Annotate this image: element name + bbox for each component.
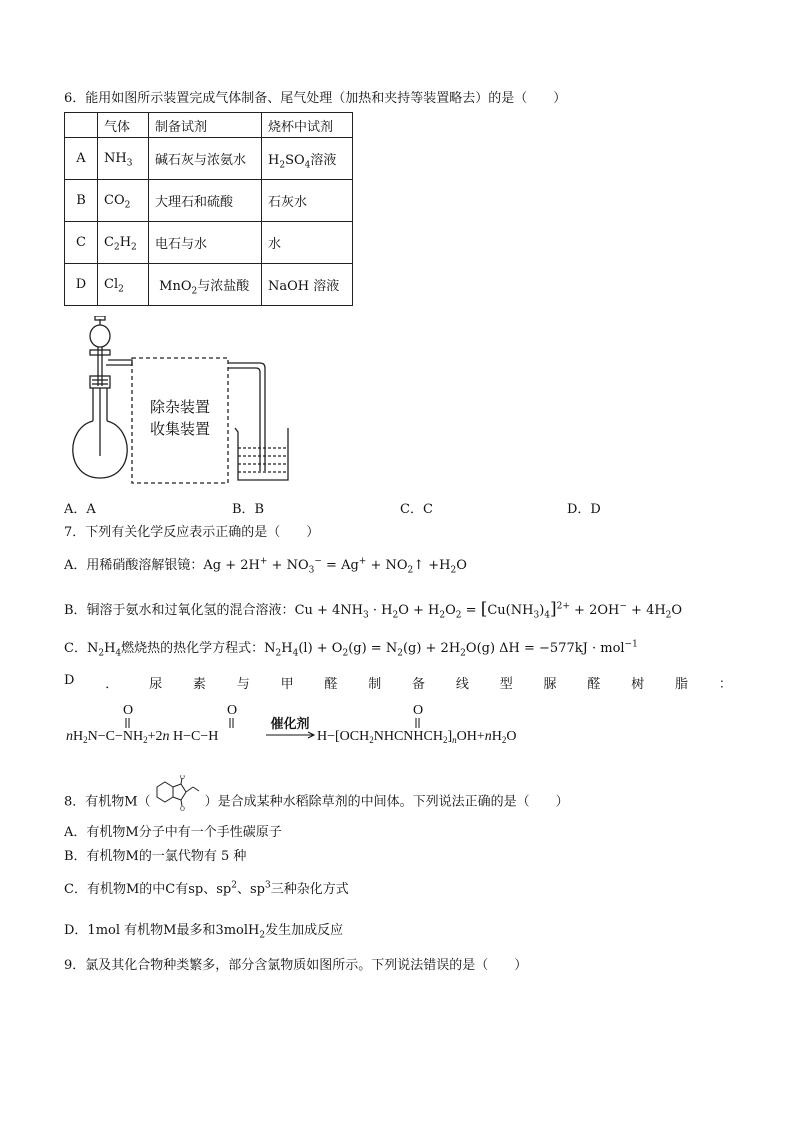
beaker-cell: $H_2SO_4$溶液 xyxy=(262,138,353,180)
catalyst-label: 催化剂 xyxy=(270,717,310,732)
reagent-cell: 大理石和硫酸 xyxy=(149,180,262,222)
option-d-char: 素 xyxy=(192,677,206,692)
reagent-cell: 电石与水 xyxy=(149,222,262,264)
q8-stem-post: ）是合成某种水稻除草剂的中间体。下列说法正确的是（ ） xyxy=(204,794,569,810)
svg-text:O: O xyxy=(179,775,185,781)
choice-b[interactable]: B．B xyxy=(232,502,265,517)
option-d-char: 备 xyxy=(412,677,426,692)
option-prefix: B．铜溶于氨水和过氧化氢的混合溶液： xyxy=(64,603,295,618)
urea-formaldehyde-equation xyxy=(64,702,584,746)
header-cell: 烧杯中试剂 xyxy=(262,113,353,138)
option-d-char: 型 xyxy=(499,677,513,692)
equation-c: $N_2H_4(l) + O_2(g) = N_2(g) + 2H_2O(g) \Delta H = -577kJ \cdot mol^{-1}$ xyxy=(264,639,638,659)
q6-stem: 6．能用如图所示装置完成气体制备、尾气处理（加热和夹持等装置略去）的是（ ） xyxy=(64,91,567,106)
q8-stem xyxy=(64,775,569,812)
formula-n2h4: $N_2H_4$ xyxy=(86,641,122,659)
option-text: 燃烧热的热化学方程式： xyxy=(121,641,265,656)
svg-text:O: O xyxy=(123,703,134,718)
option-prefix: A．用稀硝酸溶解银镜： xyxy=(64,558,204,573)
option-d-char: 醛 xyxy=(324,677,338,692)
hybridization-list: sp、$sp^2$、$sp^3$ xyxy=(188,880,271,897)
option-d-char: 醛 xyxy=(587,677,601,692)
gas-cell: $NH_3$ xyxy=(98,138,149,180)
svg-text:nH2N−C−NH2+2n H−C−H: $nH_2N-C-NH_2+2n$ H−C−H xyxy=(66,729,219,745)
row-label: C xyxy=(65,222,98,264)
q9-stem: 9．氯及其化合物种类繁多，部分含氯物质如图所示。下列说法错误的是（ ） xyxy=(64,958,528,973)
q8-stem-pre: 8．有机物M（ xyxy=(64,794,151,810)
option-text: C．有机物M的中C有 xyxy=(64,882,189,897)
svg-text:O: O xyxy=(227,703,238,718)
q7-option-a[interactable] xyxy=(64,557,467,575)
q7-option-b[interactable] xyxy=(64,600,682,620)
beaker-cell: 水 xyxy=(262,222,353,264)
table-row xyxy=(65,138,353,180)
choice-a[interactable]: A．A xyxy=(64,502,96,517)
beaker-cell: NaOH 溶液 xyxy=(262,264,353,306)
gas-cell: $C_2H_2$ xyxy=(98,222,149,264)
option-d-char: 与 xyxy=(236,677,250,692)
svg-text:H−[OCH2NHCNHCH2]nOH+nH2O: $H-[OCH_2NHCNHCH_2]_nOH+nH_2O$ xyxy=(317,729,517,745)
formula-h2: 3molH$_2$ xyxy=(215,923,266,941)
header-cell xyxy=(65,113,98,138)
beaker-cell: 石灰水 xyxy=(262,180,353,222)
reagent-cell: MnO$_2$与浓盐酸 xyxy=(149,264,262,306)
table-header-row xyxy=(65,113,353,138)
table-row xyxy=(65,222,353,264)
option-d-char: 树 xyxy=(631,677,645,692)
option-d-char: 甲 xyxy=(280,677,294,692)
equation-a: $Ag + 2H^+ + NO_3^- = Ag^+$ + $NO_2↑ +H_2O$ xyxy=(203,556,467,576)
option-text: 三种杂化方式 xyxy=(270,882,349,897)
gas-cell: $CO_2$ xyxy=(98,180,149,222)
apparatus-diagram xyxy=(60,316,370,486)
header-cell: 气体 xyxy=(98,113,149,138)
q7-option-d[interactable] xyxy=(64,673,732,692)
q8-option-a[interactable]: A．有机物M分子中有一个手性碳原子 xyxy=(64,825,282,840)
option-d-char: ： xyxy=(718,677,732,692)
apparatus-label-impurity: 除杂装置 xyxy=(149,398,211,416)
row-label: D xyxy=(65,264,98,306)
option-d-char: 脲 xyxy=(543,677,557,692)
q8-option-b[interactable]: B．有机物M的一氯代物有 5 种 xyxy=(64,849,247,864)
choice-c[interactable]: C．C xyxy=(400,502,433,517)
option-d-char: 尿 xyxy=(149,677,163,692)
table-row xyxy=(65,264,353,306)
option-d-char: ． xyxy=(105,677,119,692)
row-label: B xyxy=(65,180,98,222)
equation-b: $Cu + 4NH_3 \cdot H_2O + H_2O_2 = [Cu(NH_3)_4]^{2+} + 2OH^- + 4H_2O$ xyxy=(294,599,683,621)
option-d-char: 制 xyxy=(368,677,382,692)
apparatus-label-collect: 收集装置 xyxy=(149,420,211,438)
svg-text:O: O xyxy=(179,806,185,811)
molecule-m-icon xyxy=(151,775,205,811)
q6-table xyxy=(64,112,353,306)
gas-cell: $Cl_2$ xyxy=(98,264,149,306)
q8-option-c[interactable] xyxy=(64,881,349,899)
option-d-char: 脂 xyxy=(675,677,689,692)
option-prefix: C． xyxy=(64,641,87,656)
row-label: A xyxy=(65,138,98,180)
option-text: D．1mol 有机物M最多和 xyxy=(64,923,216,938)
option-d-char: D xyxy=(64,673,75,688)
q7-option-c[interactable] xyxy=(64,640,638,658)
option-d-char: 线 xyxy=(455,677,469,692)
q7-stem: 7．下列有关化学反应表示正确的是（ ） xyxy=(64,525,320,540)
svg-text:O: O xyxy=(413,703,424,718)
header-cell: 制备试剂 xyxy=(149,113,262,138)
choice-d[interactable]: D．D xyxy=(567,502,601,517)
table-row xyxy=(65,180,353,222)
option-text: 发生加成反应 xyxy=(265,923,344,938)
reagent-cell: 碱石灰与浓氨水 xyxy=(149,138,262,180)
q8-option-d[interactable] xyxy=(64,922,343,940)
